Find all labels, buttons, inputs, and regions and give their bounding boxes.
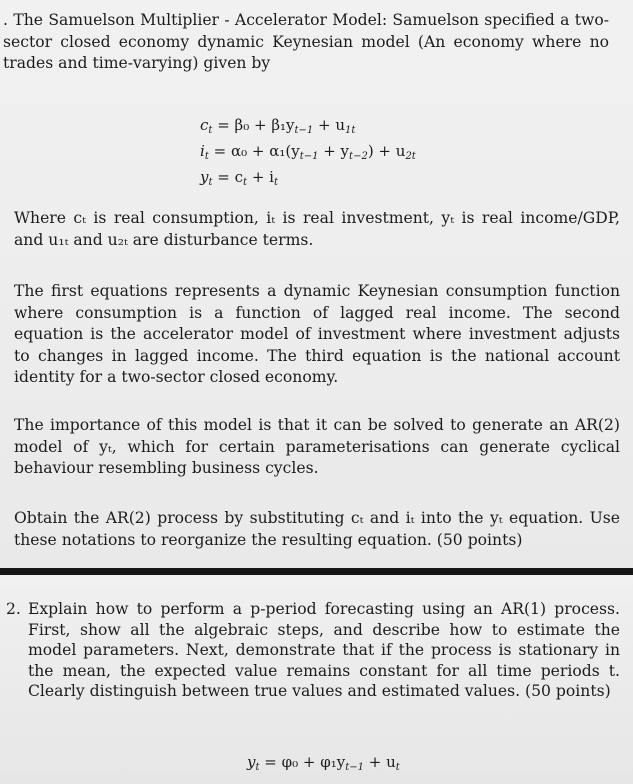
- equation-ar1: $y_t = \varphi_0 + \varphi_1y_{t-1} + u_t$: [247, 753, 400, 773]
- variable-definitions: Where cₜ is real consumption, iₜ is real investment, yₜ is real income/GDP, and u₁ₜ and u₂ₜ are disturbance terms.: [14, 209, 620, 249]
- question-2-page: [0, 575, 633, 784]
- question-1-task: Obtain the AR(2) process by substituting cₜ and iₜ into the yₜ equation. Use these notations to reorganize the resulting equation. (50 points): [14, 509, 620, 549]
- model-explanation: The first equations represents a dynamic Keynesian consumption function where consumption is a function of lagged real income. The second equation is the accelerator model of investment where investment adjusts to changes in lagged income. The third equation is the national account identity for a two-sector closed economy.: [14, 282, 620, 386]
- equation-consumption: $c_t = \beta_0 + \beta_1y_{t-1} + u_{1t}$: [200, 116, 356, 136]
- intro-marker: .: [3, 11, 8, 29]
- equation-investment: $i_t = \alpha_0 + \alpha_1(y_{t-1} + y_{t-2}) + u_{2t}$: [200, 142, 416, 162]
- question-2-number: 2.: [6, 600, 21, 618]
- model-importance: The importance of this model is that it can be solved to generate an AR(2) model of yₜ, which for certain parameterisations can generate cyclical behaviour resembling business cycles.: [14, 416, 620, 477]
- page-divider: [0, 568, 633, 575]
- question-2-text: Explain how to perform a p-period forecasting using an AR(1) process. First, show all the algebraic steps, and describe how to estimate the model parameters. Next, demonstrate that if the process is stationary in the mean, the expected value remains constant for all time periods t. Clearly distinguish between true values and estimated values. (50 points): [28, 600, 620, 700]
- question-2: [6, 599, 620, 702]
- intro-text: The Samuelson Multiplier - Accelerator Model: Samuelson specified a two-sector closed economy dynamic Keynesian model (An economy where no trades and time-varying) given by: [3, 11, 609, 72]
- equation-identity: $y_t = c_t + i_t$: [200, 168, 279, 188]
- question-1-intro: [3, 10, 609, 75]
